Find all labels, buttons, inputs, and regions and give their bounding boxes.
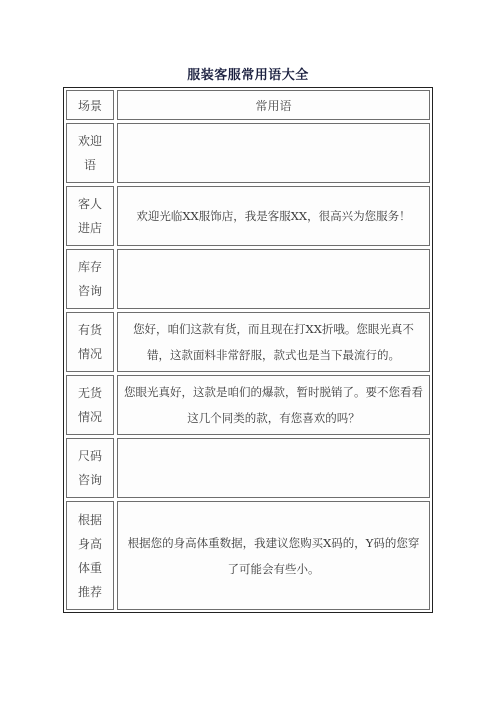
- scene-label: 有货情况: [77, 323, 102, 361]
- phrase-cell: [117, 123, 430, 183]
- scene-cell: [66, 312, 114, 372]
- phrase-text: 您好，咱们这款有货，而且现在打XX折哦。您眼光真不错，这款面料非常舒服，款式也是当下最流行的。: [133, 322, 414, 362]
- phrases-table: [66, 90, 430, 610]
- table-row-welcome: [66, 123, 430, 183]
- header-phrase-cell: [117, 90, 430, 120]
- phrase-cell: [117, 312, 430, 372]
- scene-label: 库存咨询: [77, 260, 102, 298]
- table-row-size-recommendation: [66, 501, 430, 610]
- header-phrase-label: 常用语: [255, 98, 292, 113]
- phrase-text: 根据您的身高体重数据，我建议您购买X码的，Y码的您穿了可能会有些小。: [127, 535, 420, 576]
- table-header-row: [66, 90, 430, 120]
- scene-cell: [66, 123, 114, 183]
- table-row-in-stock: [66, 312, 430, 372]
- table-row-stock-inquiry: [66, 249, 430, 309]
- scene-label: 无货情况: [77, 386, 102, 424]
- phrase-cell: [117, 501, 430, 610]
- scene-cell: [66, 501, 114, 610]
- scene-label: 尺码咨询: [77, 449, 102, 487]
- phrase-cell: [117, 375, 430, 435]
- phrase-cell: [117, 186, 430, 246]
- scene-cell: [66, 438, 114, 498]
- table-row-out-of-stock: [66, 375, 430, 435]
- header-scene-label: 场景: [77, 98, 102, 113]
- scene-cell: [66, 249, 114, 309]
- scene-label: 客人进店: [77, 197, 102, 235]
- phrase-text: 欢迎光临XX服饰店，我是客服XX，很高兴为您服务！: [136, 209, 411, 223]
- phrase-cell: [117, 438, 430, 498]
- scene-cell: [66, 375, 114, 435]
- scene-cell: [66, 186, 114, 246]
- phrase-cell: [117, 249, 430, 309]
- scene-label: 根据身高体重推荐: [77, 512, 102, 599]
- table-row-guest-enter: [66, 186, 430, 246]
- scene-label: 欢迎语: [77, 134, 102, 172]
- header-scene-cell: [66, 90, 114, 120]
- phrase-text: 您眼光真好，这款是咱们的爆款，暂时脱销了。要不您看看这几个同类的款，有您喜欢的吗？: [124, 385, 423, 425]
- document-title: 服装客服常用语大全: [187, 68, 309, 83]
- table-row-size-inquiry: [66, 438, 430, 498]
